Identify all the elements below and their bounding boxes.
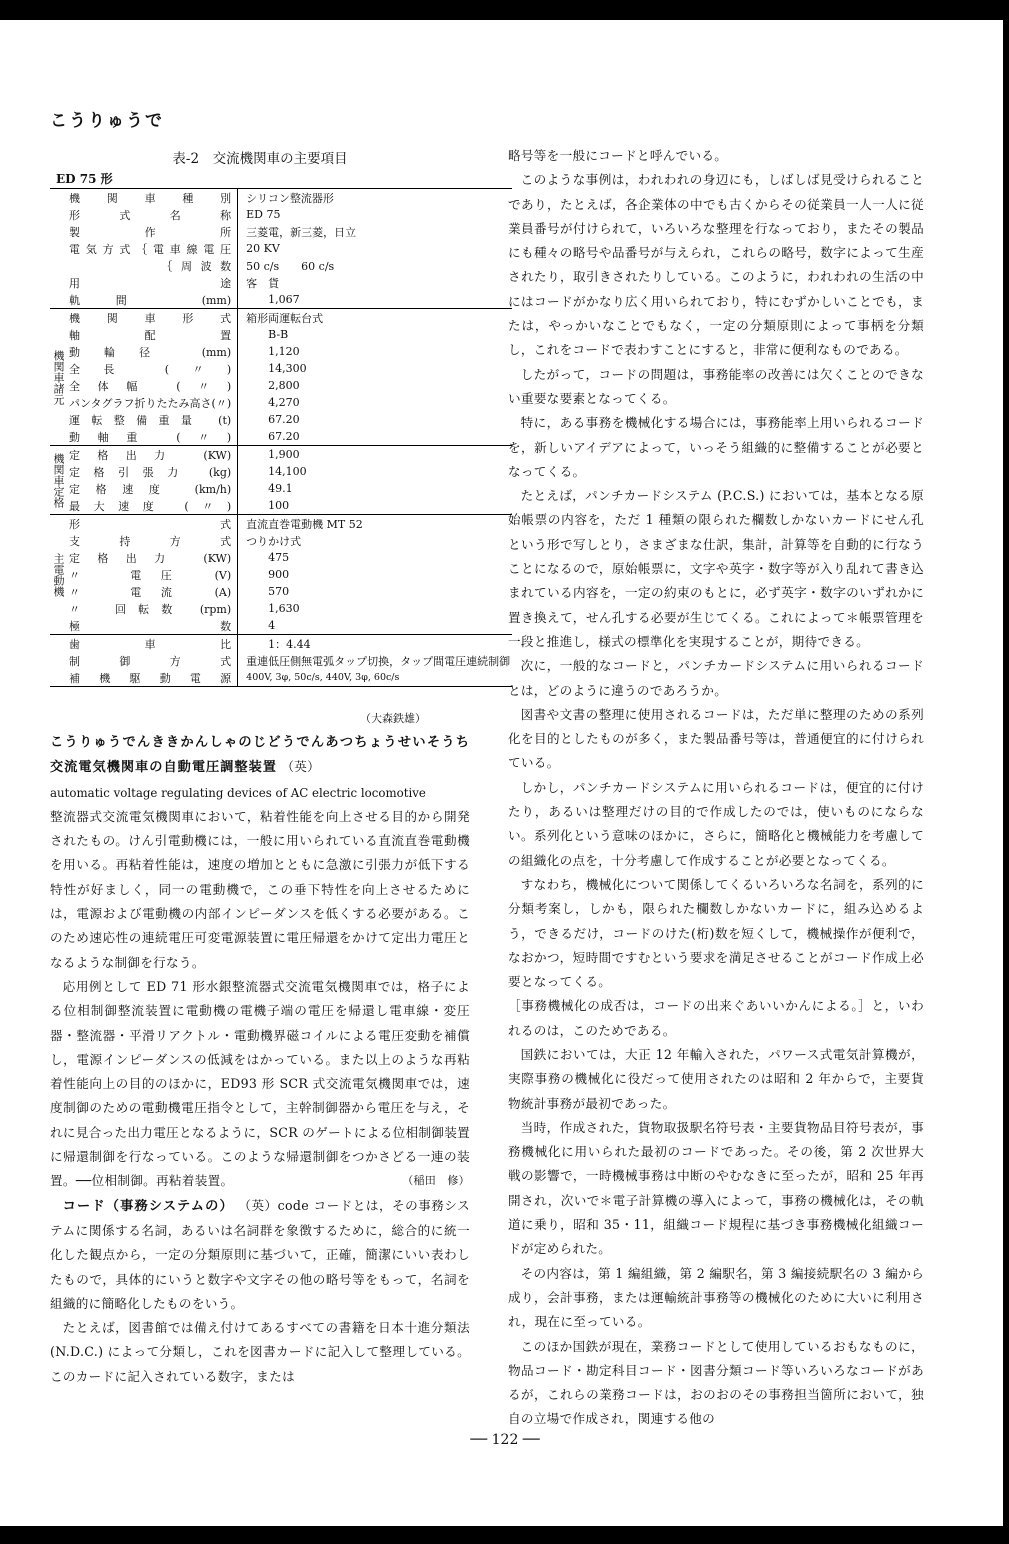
paragraph-text: 応用例として ED 71 形水銀整流器式交流電気機関車では，格子による位相制御整流装置に電動機の電機子端の電圧を帰還し電車線・変圧器・整流器・平滑リアクトル・電動機界磁コイルによる電圧変動を補償し，電源インピーダンスの低減をはかっている。また以上のような再粘着性能向上の目的のほかに，ED93 形 SCR 式交流電気機関車では，速度制御のための電動機電圧指令として，主幹制御器から電圧を与え，それに見合った出力電圧となるように，SCR のゲートによる位相制御装置に帰還制御を行なっている。このような帰還制御をつかさどる一連の装置。──位相制御。再粘着装置。 [50,978,470,1189]
table-value: 49.1 [238,480,513,497]
table-value: 箱形両運転台式 [238,309,513,327]
table-group-label: 機関車諸元 [50,309,67,446]
table-row [50,566,512,583]
table-row [50,223,512,240]
table-item: 機関車形式 [67,309,238,327]
entry-lang: （英）code [238,1197,309,1213]
table-credit: （大森鉄雄） [360,712,426,725]
table-item: 制御方式 [69,654,232,668]
table-value: 475 [238,549,513,566]
table-item: 用途 [69,276,232,290]
table-row [50,360,512,377]
table-item: 定格出力 (KW) [69,551,232,565]
table-row [50,377,512,394]
table-value: 1,120 [238,343,513,360]
scan-right-border [1003,20,1009,1526]
table-row [50,309,512,327]
table-item: 極数 [69,619,232,633]
paragraph: 略号等を一般にコードと呼んでいる。 [508,148,728,163]
table-row [50,206,512,223]
paragraph [50,975,470,1194]
table-value: 20 KV [238,240,513,257]
table-row [50,411,512,428]
table-row [50,617,512,635]
table-value: 50 c/s 60 c/s [238,257,513,274]
table-value: B-B [238,326,513,343]
table-row [50,669,512,687]
table-row [50,600,512,617]
table-row [50,240,512,257]
entry-lang: （英） [281,759,320,775]
table-item: 形式 [67,515,238,533]
table-row [50,480,512,497]
left-column [50,730,485,1389]
table-row [50,326,512,343]
table-value: 4 [238,617,513,635]
table-row [50,428,512,446]
table-row [50,274,512,291]
table-title: 表-2 交流機関車の主要項目 [172,151,348,167]
paragraph: 当時，作成された，貨物取扱駅名符号表・主要貨物品目符号表が，事務機械化に用いられた最初のコードであった。その後，第 2 次世界大戦の影響で，一時機械事務は中断のやむなきに至ったが，昭和 25 年再開され，次いで＊電子計算機の導入によって，事務の機械化は，その軌道に乗り，昭和 35・11，組織コード規程に基づき事務機械化組織コードが定められた。 [508,1119,924,1257]
entry-title: こうりゅうでんききかんしゃのじどうでんあつちょうせいそうち 交流電気機関車の自動電圧調整装置 [50,735,485,776]
table-item: 補機駆動電源 [69,671,232,685]
table-row [50,446,512,464]
table-group-label [50,189,67,309]
paragraph-text: コードとは，その事務システムに関係する名詞，あるいは名詞群を象徴するために，総合的に統一化した観点から，一定の分類原則に基づいて，正確，簡潔にいい表わしたもので，具体的にいうと数字や文字その他の略号等をもって，名詞を組織的に簡略化したものをいう。 [50,1197,470,1311]
paragraph: 国鉄においては，大正 12 年輸入された，パワース式電気計算機が，実際事務の機械化に役だって使用されたのは昭和 2 年からで，主要貨物統計事務が最初であった。 [508,1046,924,1111]
table-row [50,394,512,411]
paragraph: 次に，一般的なコードと，パンチカードシステムに用いられるコードとは，どのように違うのであろうか。 [508,658,924,698]
table-item: 動軸重 (〃) [69,430,232,444]
scan-bottom-border [0,1526,1009,1544]
scan-top-border [0,0,1009,20]
table-group-label [50,635,67,687]
right-column [508,144,924,1432]
author-signature: （稲田 修） [402,1174,470,1188]
table-value: 14,100 [238,463,513,480]
table-value: 67.20 [238,411,513,428]
entry-title: コード（事務システムの） [62,1198,234,1214]
paragraph: このような事例は，われわれの身辺にも，しばしば見受けられることであり，たとえば，各企業体の中でも古くからその従業員一人一人に従業員番号が付けられて，いろいろな整理を行なっており，またその製品にも種々の略号や品番号が与えられ，これらの略号，数字によって生産されたり，取引きされたりしている。このように，われわれの生活の中にはコードがかなり広く用いられており，特にむずかしいことでも，または，やっかいなことでもなく，一定の分類原則によって事柄を分類し，これをコードで表わすことにすると，非常に便利なものである。 [508,172,924,358]
table-item: 〃 回転数 (rpm) [69,602,232,616]
table-item: 全長 (〃) [69,362,232,376]
table-value: 67.20 [238,428,513,446]
table-value: 570 [238,583,513,600]
paragraph: ［事務機械化の成否は，コードの出来ぐあいいかんによる。］と，いわれるのは，このためである。 [508,998,924,1038]
paragraph: たとえば，図書館では備え付けてあるすべての書籍を日本十進分類法 (N.D.C.) によって分類し，これを図書カードに記入して整理している。このカードに記入されている数字，または [50,1320,470,1384]
table-value: 1,067 [238,291,513,309]
table-value: つりかけ式 [238,532,513,549]
table-item: 定格出力 (KW) [67,446,238,464]
paragraph: 整流器式交流電気機関車において，粘着性能を向上させる目的から開発されたもの。けん引電動機には，一般に用いられている直流直巻電動機を用いる。再粘着性能は，速度の増加とともに急激に引張力が低下する特性が好ましく，同一の電動機で，この垂下特性を向上させるためには，電源および電動機の内部インピーダンスを低くする必要がある。このため速応性の連続電圧可変電源装置に電圧帰還をかけて定出力電圧となるような制御を行なう。 [50,808,470,970]
paragraph: たとえば，パンチカードシステム (P.C.S.) においては，基本となる原始帳票の内容を，ただ 1 種類の限られた欄数しかないカードにせん孔という形で写しとり，さまざまな仕訳，集計，計算等を自動的に行なうことになるので，原始帳票に，文字や英字・数字等が入り乱れて書き込まれている内容を，一定の約束のもとに，必ず英字・数字のいずれかに置き換えて，せん孔する必要が生じてくる。これによって＊帳票管理を一段と推進し，様式の標準化を実現することが，期待できる。 [508,488,924,649]
paragraph: したがって，コードの問題は，事務能率の改善には欠くことのできない重要な要素となってくる。 [508,366,924,406]
table-item: 軌間 (mm) [69,293,232,307]
table-value: 2,800 [238,377,513,394]
table-value: 4,270 [238,394,513,411]
table-value: 三菱電，新三菱，日立 [238,223,513,240]
running-head: こうりゅうで [50,111,164,131]
entry-english: automatic voltage regulating devices of AC electric locomotive [50,785,426,800]
table-value: 400V, 3φ, 50c/s, 440V, 3φ, 60c/s [238,669,513,687]
table-row [50,532,512,549]
paragraph: このほか国鉄が現在，業務コードとして使用しているおもなものに，物品コード・勘定科目コード・図書分類コード等いろいろなコードがあるが，これらの業務コードは，おのおのその事務担当箇所において，独自の立場で作成され，関連する他の [508,1338,924,1427]
entry-heading-code [50,1194,470,1316]
table-value: 1,630 [238,600,513,617]
table-row [50,343,512,360]
table-value: 1,900 [238,446,513,464]
table-value: 客 貨 [238,274,513,291]
table-value: 900 [238,566,513,583]
table-item: ｛周波数 [69,259,232,273]
table-row [50,583,512,600]
table-value: 100 [238,497,513,515]
table-row [50,515,512,533]
table-item: 最大速度 (〃) [69,499,232,513]
table-item: 機関車種別 [69,191,232,205]
table-item: 定格引張力 (kg) [69,465,232,479]
paragraph: しかし，パンチカードシステムに用いられるコードは，便宜的に付けたり，あるいは整理だけの目的で作成したのでは，使いものにならない。系列化という意味のほかに，さらに，簡略化と機械能力を考慮しての組織化の点を，十分考慮して作成することが必要となってくる。 [508,779,924,868]
table-row [50,497,512,515]
entry-heading-ac-voltage [50,730,485,781]
table-item: 運転整備重量 (t) [69,413,232,427]
table-row [50,463,512,480]
table-item: 〃 電流 (A) [69,585,232,599]
table-item: 支持方式 [69,534,232,548]
table-item: パンタグラフ折りたたみ高さ(〃) [69,396,232,410]
table-item: 定格速度 (km/h) [69,482,232,496]
paragraph: 図書や文書の整理に使用されるコードは，ただ単に整理のための系列化を目的としたものが多く，また製品番号等は，普通便宜的に付けられている。 [508,706,924,771]
table-value: シリコン整流器形 [238,189,513,207]
table-value: 重連低圧側無電弧タップ切換，タップ間電圧連続制御 [238,652,513,669]
paragraph: 特に，ある事務を機械化する場合には，事務能率上用いられるコードを，新しいアイデアによって，いっそう組織的に整備することが必要となってくる。 [508,415,924,479]
table-value: 1：4.44 [238,635,513,653]
table-row [50,291,512,309]
table-item: 〃 電圧 (V) [69,568,232,582]
table-item: 電気方式｛電車線電圧 [69,242,232,256]
table-group-label: 主電動機 [50,515,67,635]
table-item: 動輪径 (mm) [69,345,232,359]
page-number: ── 122 ── [470,1432,540,1448]
table-row [50,652,512,669]
table-item: 軸配置 [69,328,232,342]
table-item: 全体幅 (〃) [69,379,232,393]
paragraph: その内容は，第 1 編組織，第 2 編駅名，第 3 編接続駅名の 3 編から成り，会計事務，または運輸統計事務等の機械化のために大いに利用され，現在に至っている。 [508,1265,924,1330]
table-value: 直流直巻電動機 MT 52 [238,515,513,533]
table-model: ED 75 形 [56,172,113,186]
table-item: 歯車比 [67,635,238,653]
table-item: 形式名称 [69,208,232,222]
table-group-label: 機関車定格 [50,446,67,515]
table-item: 製作所 [69,225,232,239]
table-row [50,549,512,566]
table-row [50,189,512,207]
spec-table [50,188,512,687]
table-value: 14,300 [238,360,513,377]
paragraph: すなわち，機械化について関係してくるいろいろな名詞を，系列的に分類考案し，しかも，限られた欄数しかないカードに，組み込めるよう，できるだけ，コードのけた(桁)数を短くして，機械操作が便利で，なおかつ，短時間ですむという要求を満足させることがコード作成上必要となってくる。 [508,876,924,990]
table-value: ED 75 [238,206,513,223]
table-row [50,257,512,274]
table-row [50,635,512,653]
